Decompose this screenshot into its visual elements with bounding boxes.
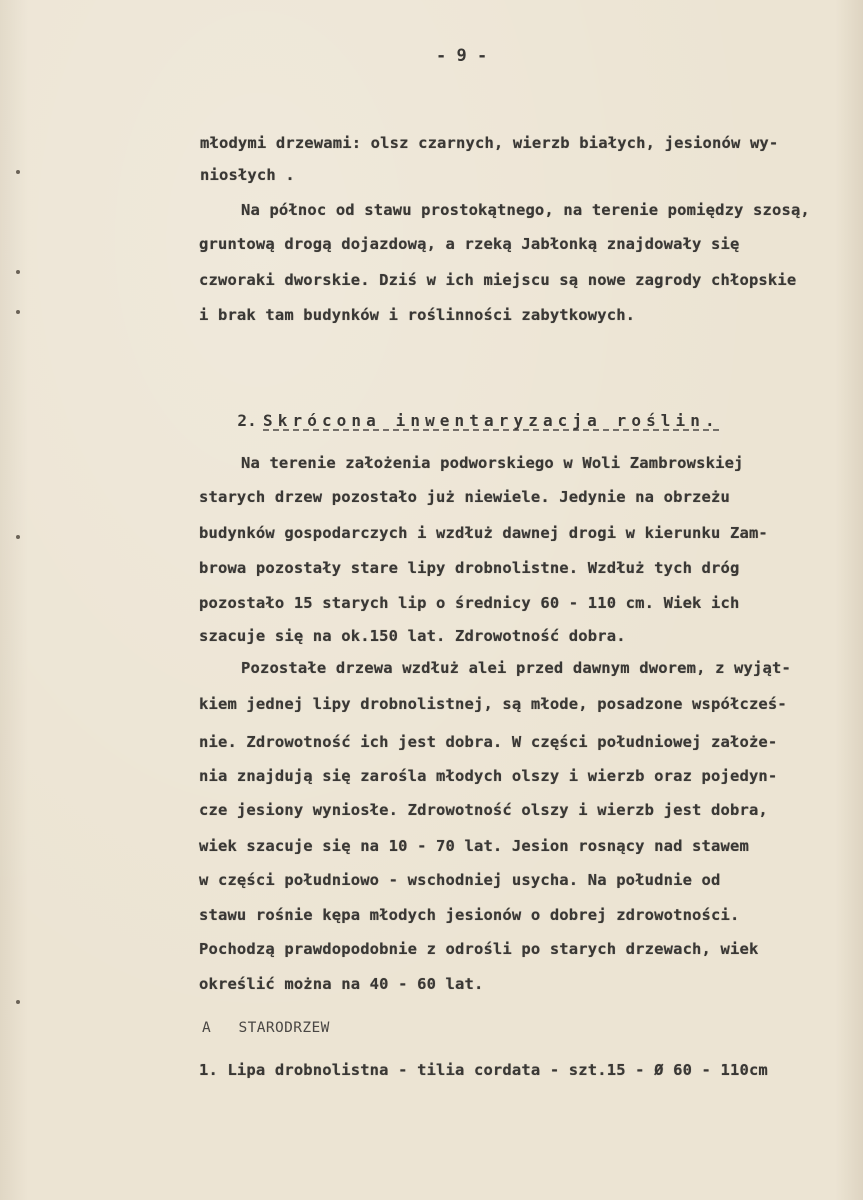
section-heading-number: 2. bbox=[237, 411, 258, 430]
subsection-label: A STARODRZEW bbox=[202, 1020, 330, 1036]
text-line: cze jesiony wyniosłe. Zdrowotność olszy i wierzb jest dobra, bbox=[199, 801, 768, 819]
text-line: szacuje się na ok.150 lat. Zdrowotność dobra. bbox=[199, 627, 626, 645]
text-line: gruntową drogą dojazdową, a rzeką Jabłonką znajdowały się bbox=[199, 235, 740, 253]
text-line: Na północ od stawu prostokątnego, na terenie pomiędzy szosą, bbox=[241, 201, 810, 219]
text-line: nia znajdują się zarośla młodych olszy i wierzb oraz pojedyn- bbox=[199, 767, 778, 785]
punch-hole bbox=[16, 310, 20, 314]
text-line: młodymi drzewami: olsz czarnych, wierzb białych, jesionów wy- bbox=[200, 134, 779, 152]
section-heading-title: Skrócona inwentaryzacja roślin. bbox=[263, 411, 720, 430]
list-item: 1. Lipa drobnolistna - tilia cordata - szt.15 - Ø 60 - 110cm bbox=[199, 1061, 768, 1079]
text-line: starych drzew pozostało już niewiele. Jedynie na obrzeżu bbox=[199, 488, 730, 506]
text-line: browa pozostały stare lipy drobnolistne. Wzdłuż tych dróg bbox=[199, 559, 740, 577]
text-line: kiem jednej lipy drobnolistnej, są młode, posadzone współcześ- bbox=[199, 695, 787, 713]
punch-hole bbox=[16, 270, 20, 274]
text-line: budynków gospodarczych i wzdłuż dawnej drogi w kierunku Zam- bbox=[199, 524, 768, 542]
text-line: określić można na 40 - 60 lat. bbox=[199, 975, 484, 993]
text-line: Pochodzą prawdopodobnie z odrośli po starych drzewach, wiek bbox=[199, 940, 759, 958]
text-line: w części południowo - wschodniej usycha. Na południe od bbox=[199, 871, 721, 889]
text-line: pozostało 15 starych lip o średnicy 60 - 110 cm. Wiek ich bbox=[199, 594, 740, 612]
text-line: stawu rośnie kępa młodych jesionów o dobrej zdrowotności. bbox=[199, 906, 740, 924]
punch-hole bbox=[16, 170, 20, 174]
punch-hole bbox=[16, 1000, 20, 1004]
text-line: nie. Zdrowotność ich jest dobra. W części południowej założe- bbox=[199, 733, 778, 751]
text-line: i brak tam budynków i roślinności zabytkowych. bbox=[199, 306, 636, 324]
text-line: niosłych . bbox=[200, 166, 295, 184]
text-line: wiek szacuje się na 10 - 70 lat. Jesion rosnący nad stawem bbox=[199, 837, 749, 855]
section-heading bbox=[198, 388, 720, 454]
punch-hole bbox=[16, 535, 20, 539]
text-line: Pozostałe drzewa wzdłuż alei przed dawnym dworem, z wyjąt- bbox=[241, 659, 791, 677]
text-line: czworaki dworskie. Dziś w ich miejscu są nowe zagrody chłopskie bbox=[199, 271, 797, 289]
text-line: Na terenie założenia podworskiego w Woli Zambrowskiej bbox=[241, 454, 744, 472]
page-number: - 9 - bbox=[436, 46, 488, 66]
